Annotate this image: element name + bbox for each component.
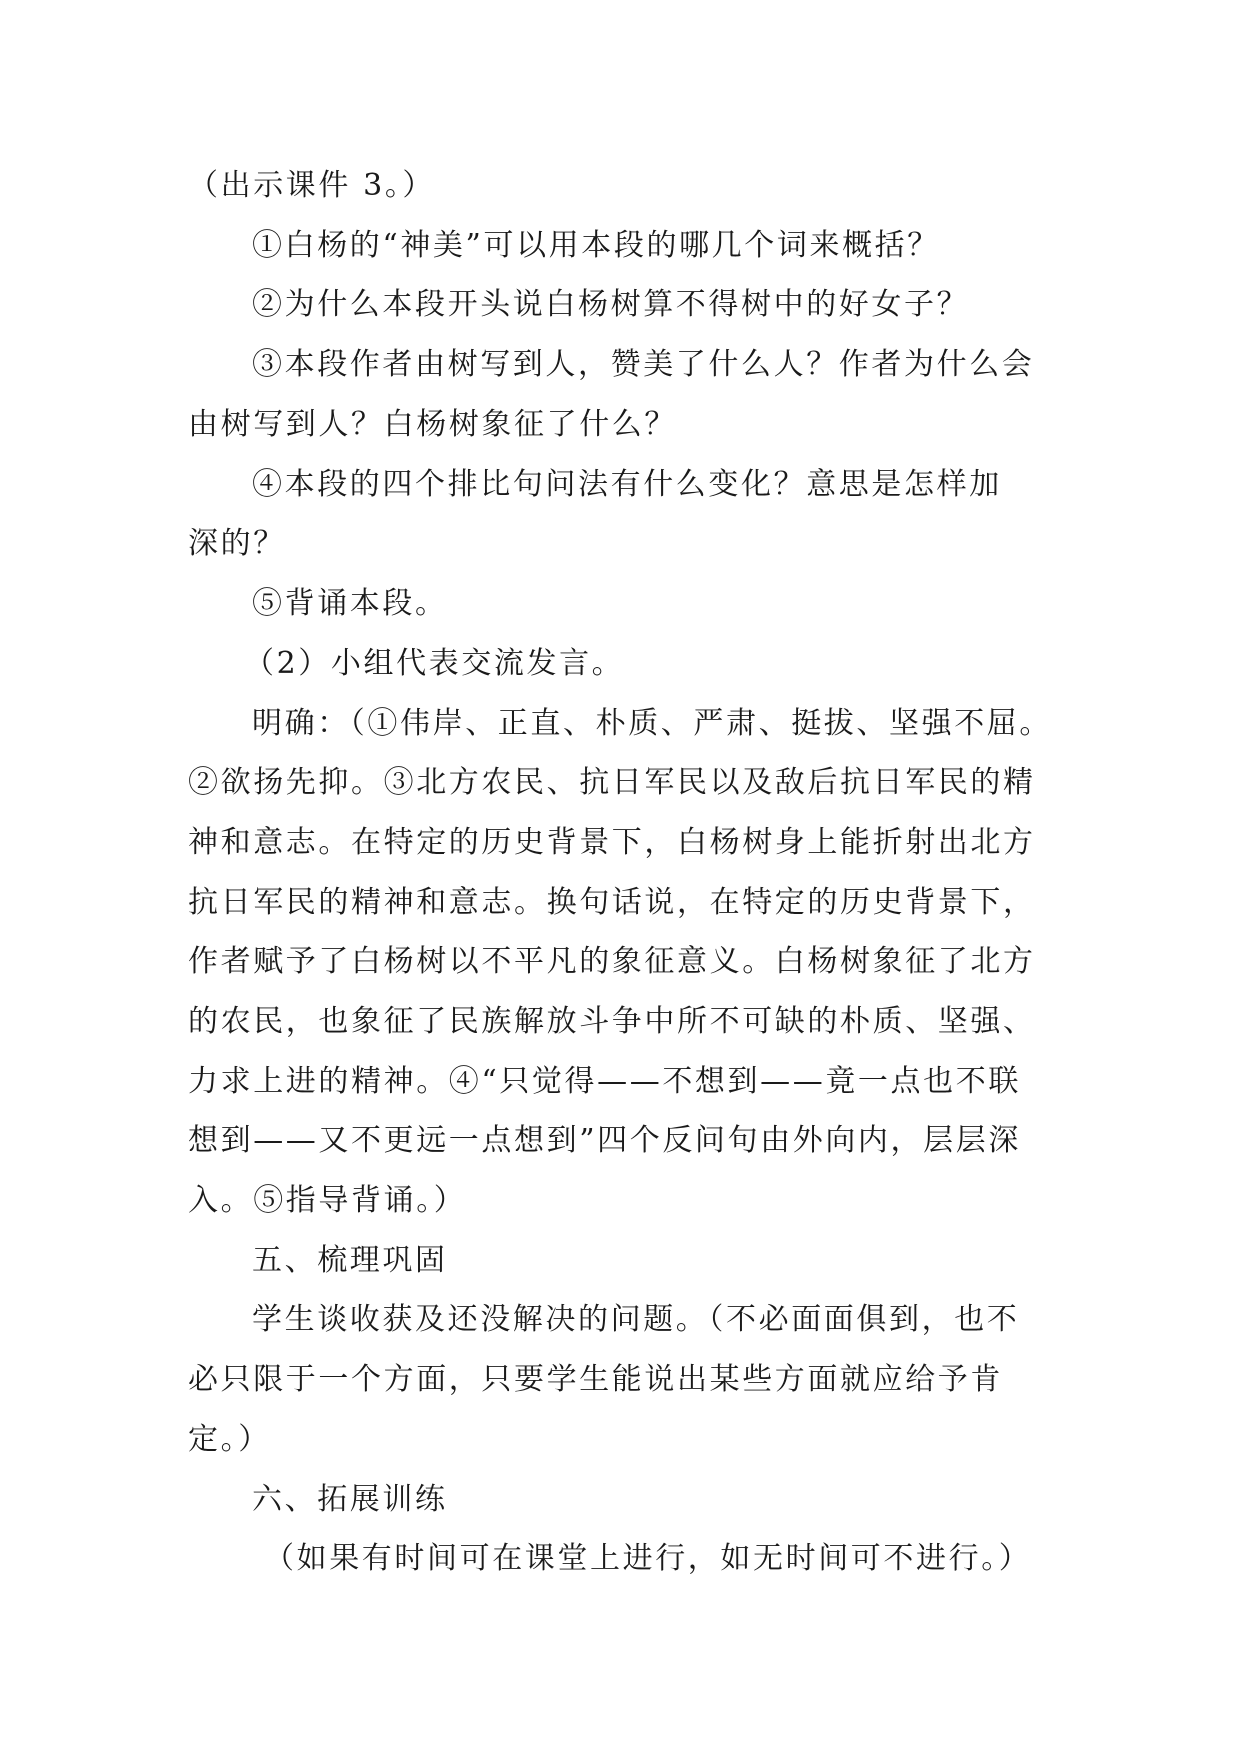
section-heading: 六、拓展训练	[252, 1482, 448, 1517]
text-line: 力求上进的精神。④“只觉得——不想到——竟一点也不联	[188, 1064, 1021, 1099]
text-line: 由树写到人？白杨树象征了什么？	[188, 407, 677, 442]
text-line: 必只限于一个方面，只要学生能说出某些方面就应给予肯	[188, 1362, 1003, 1397]
text-line: 定。）	[188, 1422, 271, 1457]
text-line: 作者赋予了白杨树以不平凡的象征意义。白杨树象征了北方	[188, 944, 1036, 979]
text-line: 学生谈收获及还没解决的问题。（不必面面俱到，也不	[252, 1302, 1020, 1337]
text-line: 抗日军民的精神和意志。换句话说，在特定的历史背景下，	[188, 885, 1036, 920]
text-line: ⑤背诵本段。	[252, 586, 448, 621]
text-line: ②欲扬先抑。③北方农民、抗日军民以及敌后抗日军民的精	[188, 765, 1036, 800]
text-line: （出示课件 3。）	[188, 168, 436, 203]
text-line: （如果有时间可在课堂上进行，如无时间可不进行。）	[264, 1541, 1032, 1576]
text-line: 神和意志。在特定的历史背景下，白杨树身上能折射出北方	[188, 825, 1036, 860]
text-line: ③本段作者由树写到人，赞美了什么人？作者为什么会	[252, 347, 1035, 382]
section-heading: 五、梳理巩固	[252, 1243, 448, 1278]
text-line: 入。⑤指导背诵。）	[188, 1183, 467, 1218]
text-line: 深的？	[188, 526, 286, 561]
text-line: 的农民，也象征了民族解放斗争中所不可缺的朴质、坚强、	[188, 1004, 1036, 1039]
text-line: （2）小组代表交流发言。	[244, 646, 625, 681]
text-line: ①白杨的“神美”可以用本段的哪几个词来概括？	[252, 228, 940, 263]
text-line: 明确：（①伟岸、正直、朴质、严肃、挺拔、坚强不屈。	[252, 706, 1052, 741]
text-line: 想到——又不更远一点想到”四个反问句由外向内，层层深	[188, 1123, 1021, 1158]
text-line: ②为什么本段开头说白杨树算不得树中的好女子？	[252, 287, 970, 322]
text-line: ④本段的四个排比句问法有什么变化？意思是怎样加	[252, 467, 1002, 502]
